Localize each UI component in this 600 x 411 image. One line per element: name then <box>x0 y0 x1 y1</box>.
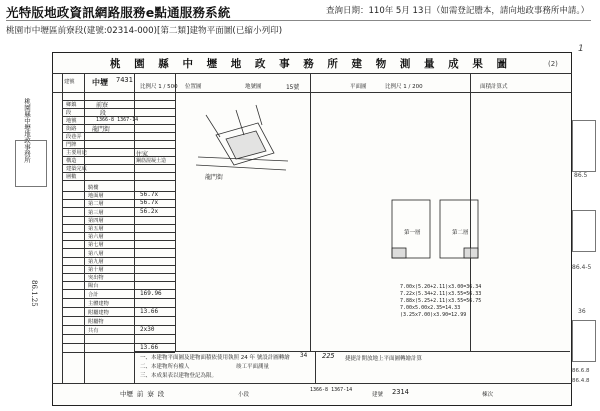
page-title: 光特版地政資訊網路服務e點通服務系統 <box>6 5 231 20</box>
extra-row-label: 附屬建物 <box>88 309 109 316</box>
floor-row-label: 第五層 <box>88 226 104 232</box>
note-2: 二、本建物所有權人 <box>140 364 190 370</box>
table-col-1 <box>84 73 85 383</box>
corner-number: 1 <box>578 44 584 54</box>
right-note: 捷捷計開放地上平面圖轉繪計算 <box>345 356 423 362</box>
footer-left: 中壢 前 寮 段 <box>120 390 165 398</box>
land-no-label: 地號圖 <box>245 84 262 90</box>
table-col-0 <box>62 73 63 383</box>
right-side-2: 86.4.8 <box>572 378 590 384</box>
query-date: 查詢日期：110年 5月 13日（如需登記謄本，請向地政事務所申請。） <box>326 6 590 16</box>
right-stamp-1 <box>572 120 596 172</box>
footer-building-no-label: 建號 <box>372 392 384 398</box>
footer-lot: 1366-8 1367-14 <box>310 387 353 393</box>
area-line: 7.88x(5.25+2.11)x3.55=56.75 <box>400 298 482 304</box>
plan-floor-1: 第一層 <box>404 230 421 236</box>
right-num-4: 36 <box>578 308 586 315</box>
area-line: 7.00x(5.20+2.11)x3.00=36.34 <box>400 284 482 290</box>
floor-row-rule <box>62 216 175 217</box>
floor-row-rule <box>62 281 175 282</box>
floor-row-value: 169.96 <box>140 289 162 297</box>
location-district: 前寮 <box>96 102 109 109</box>
footer-mid-label: 小段 <box>238 392 250 398</box>
left-stamp-text: 桃園縣中壢地政事務所 <box>23 98 31 163</box>
right-note-code: 225 <box>322 352 335 360</box>
floor-row-label: 突出物 <box>88 275 104 282</box>
position-scale: 比例尺 1 / 500 <box>140 84 178 90</box>
floor-row-label: 第九層 <box>88 258 104 265</box>
floor-row-label: 第六層 <box>88 234 104 241</box>
survey-sheet <box>52 52 572 406</box>
floor-row-rule <box>62 224 175 225</box>
plan-floor-2: 第二層 <box>452 230 469 236</box>
left-margin-code: 86.1.25 <box>30 280 38 307</box>
location-land-no: 1366-8 1367-14 <box>96 117 139 123</box>
floor-row-rule <box>62 248 175 249</box>
floor-row-rule <box>62 232 175 233</box>
right-stamp-3 <box>572 320 596 362</box>
floor-row-label: 第四層 <box>88 217 104 224</box>
extra-row-label: 附屬物 <box>88 318 104 325</box>
floor-row-rule <box>62 257 175 258</box>
area-calc-label: 面積計算式 <box>480 84 508 90</box>
right-stamp-2 <box>572 210 596 252</box>
floor-row-label: 第二層 <box>88 201 104 208</box>
floor-row-label: 第八層 <box>88 250 104 257</box>
road-label: 龍門街 <box>205 174 224 181</box>
extra-row-label: 主體建物 <box>88 300 109 307</box>
floor-row-label: 第十層 <box>88 267 104 273</box>
right-num-2: 86.5 <box>574 172 588 179</box>
right-side-1: 86.6.8 <box>572 368 590 374</box>
floor-row-value: 56.2x <box>140 207 159 215</box>
floor-row-rule <box>62 273 175 274</box>
floor-row-label: 第三層 <box>88 209 104 216</box>
building-structure: 鋼筋混凝土造 <box>136 158 167 164</box>
area-line: 7.00x5.00x2.35=14.33 <box>400 305 461 311</box>
note-year-hand: 34 <box>300 352 308 359</box>
floor-row-label: 合計 <box>88 291 99 298</box>
floor-row-value: 56.7x <box>140 191 159 199</box>
area-line: 7.22x(5.34+2.11)x3.55=56.33 <box>400 291 482 297</box>
floor-row-label: 第七層 <box>88 242 104 249</box>
note-1: 一、本建物平面圖及建物面積依使用執照 24 年 號設計圖轉繪 <box>140 355 290 361</box>
building-no: 中壢 <box>92 78 108 87</box>
sheet-rule-2 <box>52 92 572 93</box>
floor-row-label: 地面層 <box>88 193 104 200</box>
document-subtitle: 桃園市中壢區前寮段(建號:02314-000)[第二類]建物平面圖(已縮小列印) <box>6 26 283 36</box>
position-diagram <box>176 95 296 190</box>
header-divider <box>6 20 591 21</box>
note-side: 竣工平面測量 <box>236 364 270 370</box>
location-section: 段 <box>100 110 107 117</box>
building-use: 住家 <box>136 151 149 158</box>
floor-row-label: 陽台 <box>88 283 99 290</box>
extra-row-value: 13.66 <box>140 307 159 315</box>
right-num-3: 86.4-5 <box>572 264 592 271</box>
land-no: 15號 <box>286 84 300 91</box>
extra-row-rule <box>62 334 175 335</box>
extra-row-value: 13.66 <box>140 343 159 351</box>
extra-row-value: 2x30 <box>140 325 155 333</box>
sheet-rule-1 <box>52 73 572 74</box>
floor-row-label: 騎樓 <box>88 185 99 191</box>
extra-row-label: 共有 <box>88 327 99 334</box>
footer-building-no: 2314 <box>392 388 409 396</box>
scale-label-1: 位置圖 <box>185 84 202 90</box>
top-code: (2) <box>548 60 558 68</box>
floor-row-rule <box>62 298 175 299</box>
extra-row-rule <box>62 316 175 317</box>
floor-row-value: 56.7x <box>140 199 159 207</box>
sheet-title: 桃 園 縣 中 壢 地 政 事 務 所 建 物 測 量 成 果 圖 <box>110 58 512 70</box>
plan-label: 平面圖 <box>350 84 367 90</box>
extra-row-rule <box>62 325 175 326</box>
footer-unit-label: 棟次 <box>482 392 494 398</box>
plan-scale: 比例尺 1 / 200 <box>385 84 423 90</box>
floor-row-rule <box>62 240 175 241</box>
building-no-hand: 7431 <box>116 76 133 84</box>
note-3: 三、本成果表以建物登記為限。 <box>140 373 218 379</box>
location-road: 龍門街 <box>92 126 111 133</box>
area-line: (3.25x7.00)x3.90=12.99 <box>400 312 467 318</box>
floor-row-rule <box>62 265 175 266</box>
left-stamp <box>15 140 47 187</box>
